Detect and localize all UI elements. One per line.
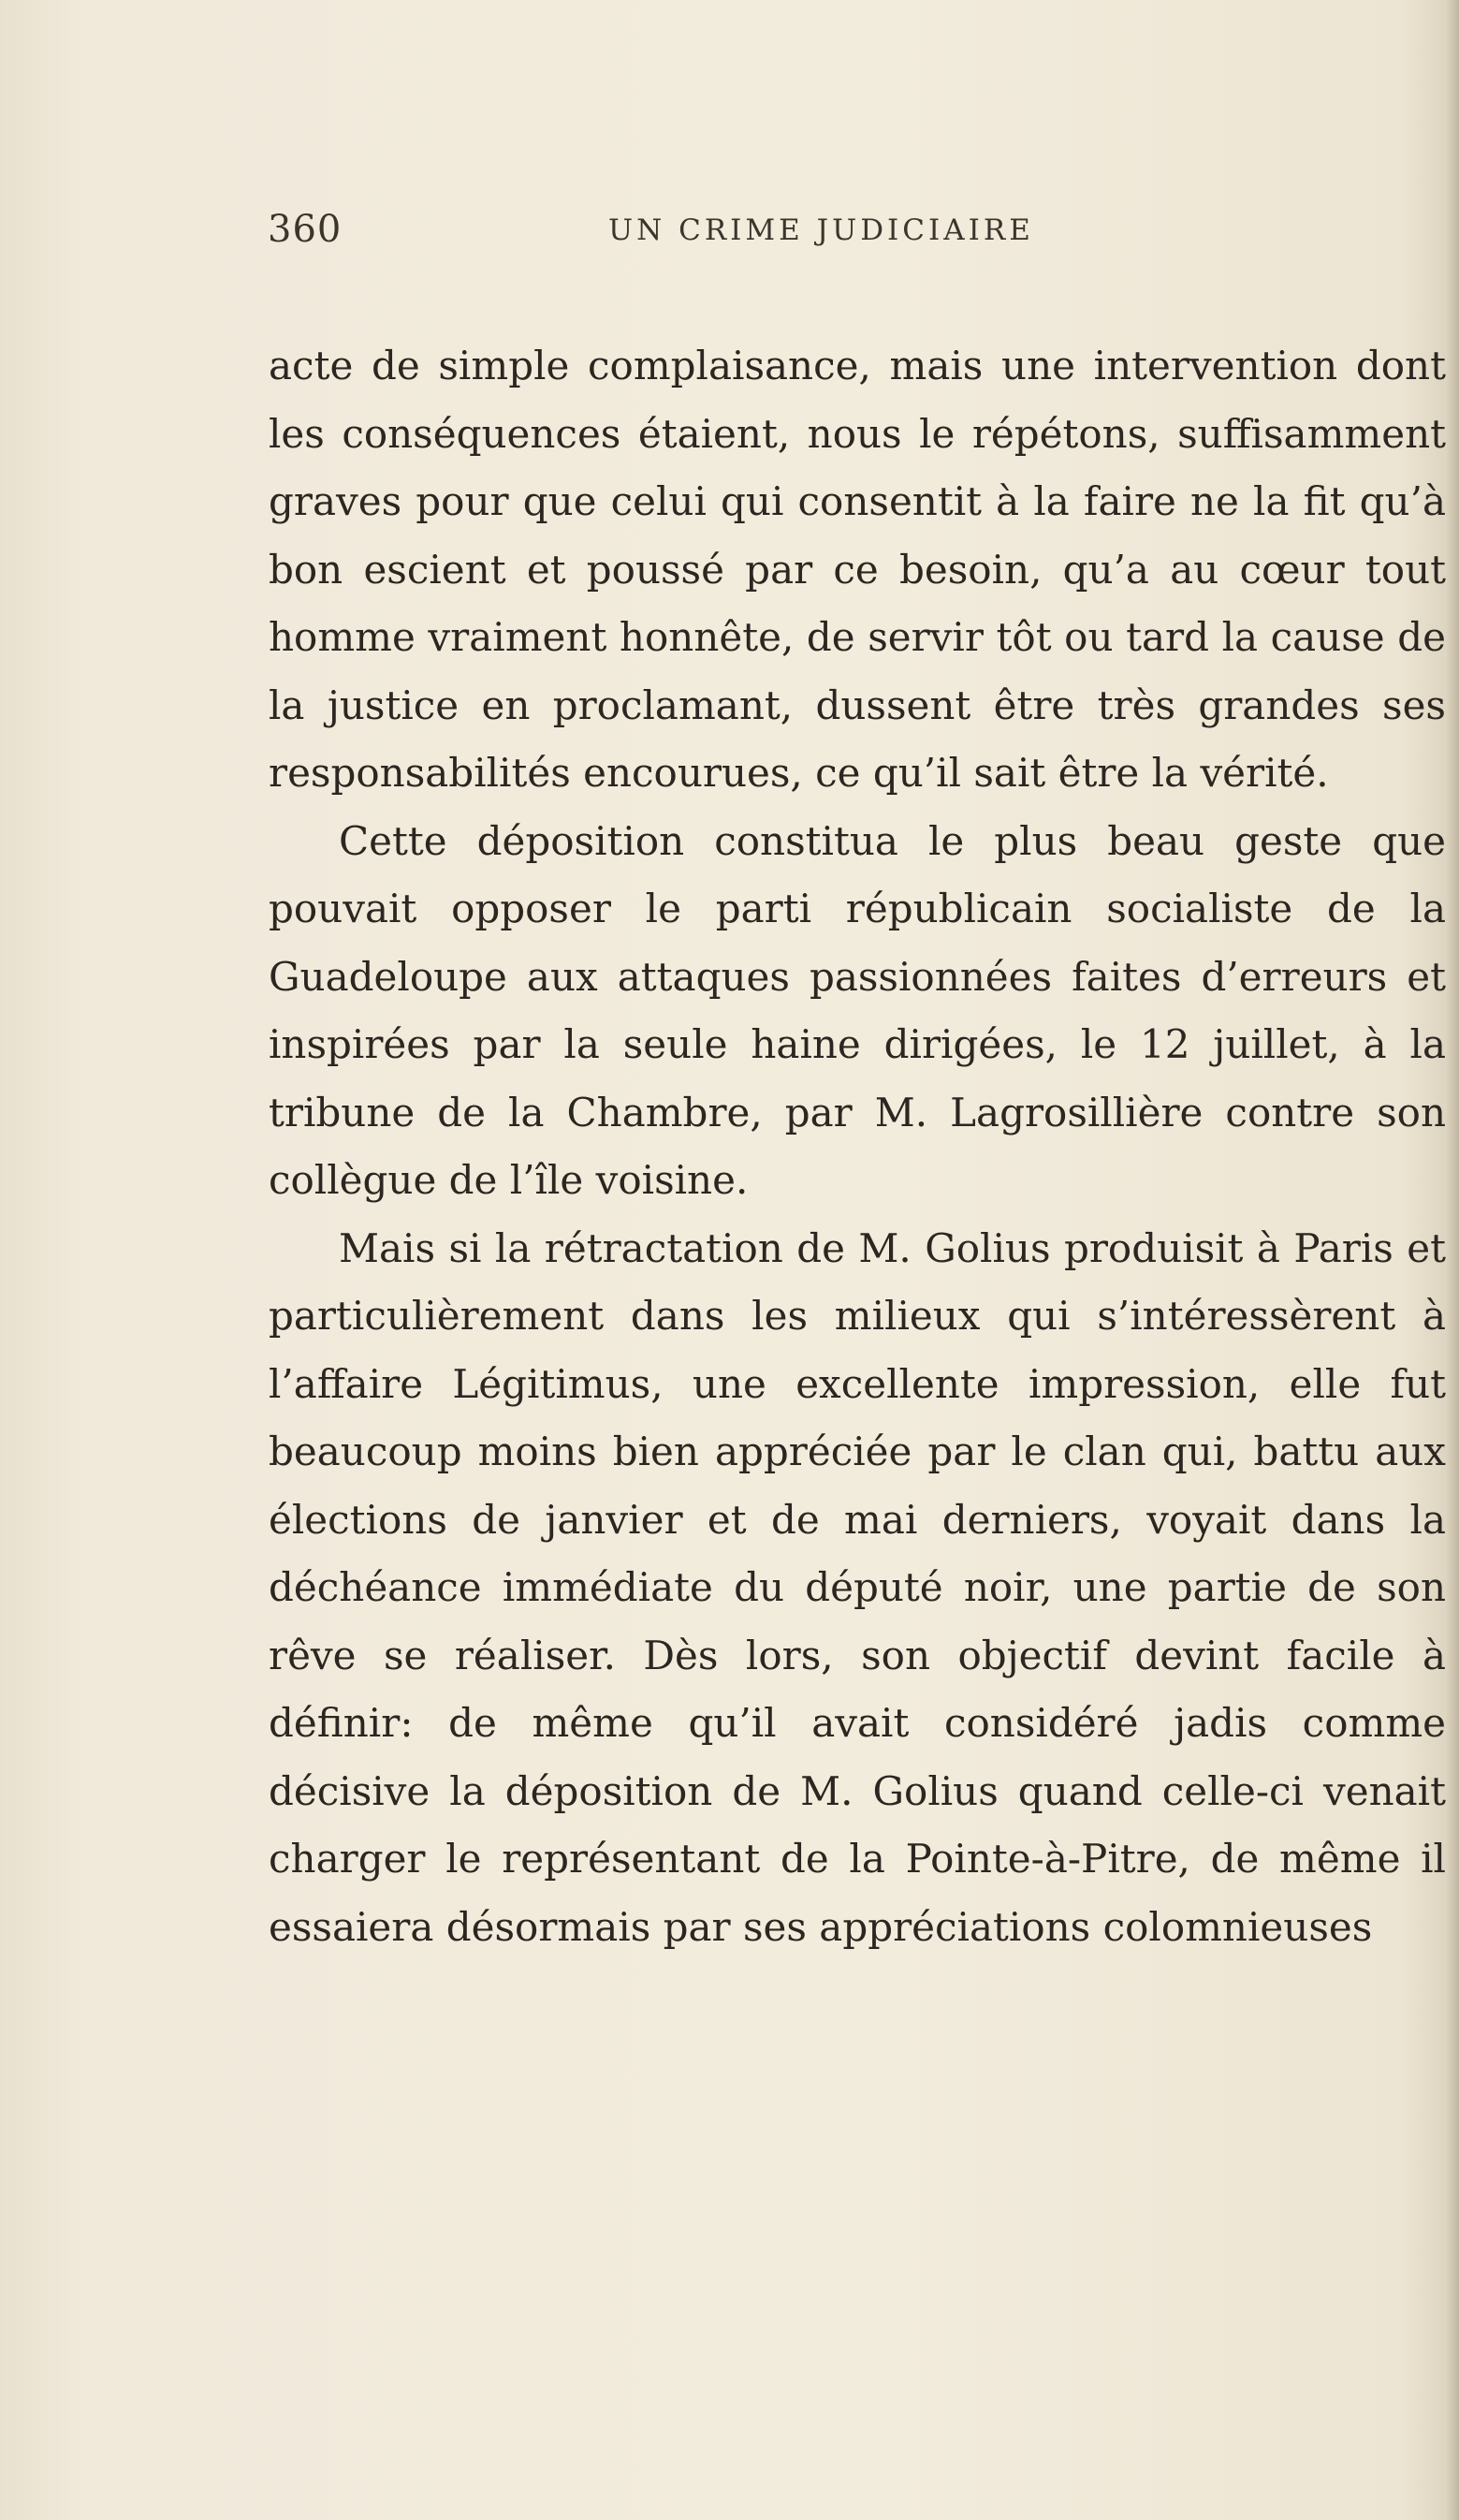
paragraph-2: Cette déposition constitua le plus beau geste que pouvait opposer le parti républicain socialiste de la Guadeloupe aux attaques passionnées faites d’erreurs et inspirées par la seule haine dirigées, le 12 juillet, à la tribune de la Chambre, par M. Lagrosillière contre son collègue de l’île voisine. <box>269 817 1446 1203</box>
paragraph-1: acte de simple complaisance, mais une intervention dont les conséquences étaient, nous le répétons, suffisamment graves pour que celui qui consentit à la faire ne la fit qu’à bon escient et poussé par ce besoin, qu’a au cœur tout homme vraiment honnête, de servir tôt ou tard la cause de la justice en proclamant, dussent être très grandes ses responsabilités encourues, ce qu’il sait être la vérité. <box>269 343 1446 796</box>
body-text <box>269 332 1446 1961</box>
page-header <box>268 208 1204 264</box>
paragraph-3: Mais si la rétractation de M. Golius produisit à Paris et particulièrement dans les milieux qui s’intéressèrent à l’affaire Légitimus, une excellente impression, elle fut beaucoup moins bien appréciée par le clan qui, battu aux élections de janvier et de mai derniers, voyait dans la déchéance immédiate du député noir, une partie de son rêve se réaliser. Dès lors, son objectif devint facile à définir: de même qu’il avait considéré jadis comme décisive la déposition de M. Golius quand celle-ci venait charger le représentant de la Pointe-à-Pitre, de même il essaiera désormais par ses appréciations colomnieuses <box>269 1224 1446 1950</box>
page-number: 360 <box>268 208 343 251</box>
page-edge-shadow <box>1446 0 1459 2520</box>
running-title: UN CRIME JUDICIAIRE <box>608 213 1034 247</box>
